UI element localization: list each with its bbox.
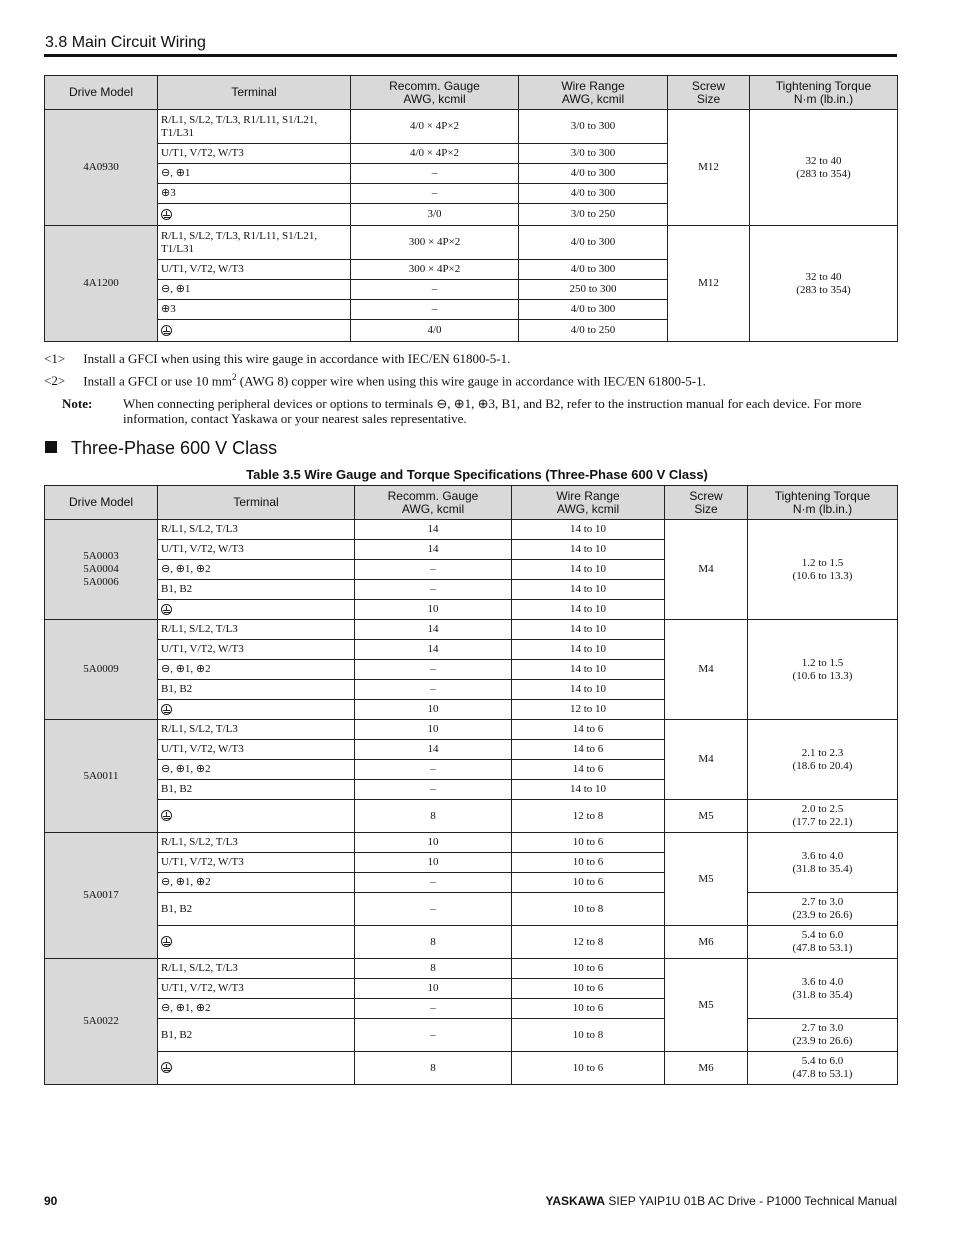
- recomm-gauge-cell: 4/0: [351, 320, 519, 342]
- recomm-gauge-cell: –: [355, 660, 512, 680]
- wire-range-cell: 14 to 10: [512, 780, 665, 800]
- table-row: [45, 893, 898, 926]
- screw-size-cell: M6: [665, 926, 748, 959]
- recomm-gauge-cell: 14: [355, 640, 512, 660]
- terminal-cell: R/L1, S/L2, T/L3: [158, 720, 355, 740]
- torque-line: (10.6 to 13.3): [792, 569, 853, 582]
- terminal-cell: U/T1, V/T2, W/T3: [158, 640, 355, 660]
- recomm-gauge-cell: 300 × 4P×2: [351, 226, 519, 260]
- recomm-gauge-cell: 14: [355, 520, 512, 540]
- heading-text: Three-Phase 600 V Class: [71, 438, 278, 458]
- drive-model: 4A0930: [83, 161, 119, 173]
- screw-size-cell: M5: [665, 833, 748, 926]
- table-row: [45, 833, 898, 853]
- wire-range-cell: 4/0 to 300: [519, 226, 668, 260]
- terminal-cell: B1, B2: [158, 1019, 355, 1052]
- ground-terminal-icon: [161, 810, 172, 821]
- recomm-gauge-cell: 10: [355, 600, 512, 620]
- drive-model-cell: [45, 226, 158, 342]
- ground-terminal-icon: [161, 1062, 172, 1073]
- ground-terminal-icon: [161, 936, 172, 947]
- terminal-cell: U/T1, V/T2, W/T3: [158, 979, 355, 999]
- footnote-1: [44, 351, 510, 367]
- footnote-2-text-b: (AWG 8) copper wire when using this wire gauge in accordance with IEC/EN 61800-5-1.: [236, 373, 706, 389]
- ground-terminal-icon-bar: [165, 1070, 168, 1071]
- terminal-cell: R/L1, S/L2, T/L3, R1/L11, S1/L21, T1/L31: [158, 226, 351, 260]
- torque-line: 1.2 to 1.5: [801, 656, 844, 669]
- wire-range-cell: 14 to 10: [512, 620, 665, 640]
- wire-range-cell: 4/0 to 250: [519, 320, 668, 342]
- torque-line: (31.8 to 35.4): [792, 862, 853, 875]
- recomm-gauge-cell: 8: [355, 959, 512, 979]
- torque-line: (18.6 to 20.4): [792, 759, 853, 772]
- recomm-gauge-cell: –: [355, 893, 512, 926]
- footnote-2-tag: <2>: [44, 373, 66, 389]
- tightening-torque-cell: [748, 520, 898, 620]
- wire-range-cell: 14 to 10: [512, 540, 665, 560]
- recomm-gauge-cell: 8: [355, 1052, 512, 1085]
- wire-range-cell: 14 to 10: [512, 520, 665, 540]
- terminal-cell: ⊕3: [158, 184, 351, 204]
- screw-size-cell: M4: [665, 520, 748, 620]
- torque-line: (47.8 to 53.1): [792, 942, 853, 954]
- drive-model: 5A0011: [83, 769, 119, 782]
- terminal-cell: B1, B2: [158, 580, 355, 600]
- recomm-gauge-cell: –: [355, 580, 512, 600]
- terminal-cell: [158, 1052, 355, 1085]
- tightening-torque-cell: [748, 1019, 898, 1052]
- recomm-gauge-cell: –: [355, 760, 512, 780]
- note-label: Note:: [62, 396, 93, 411]
- torque-line: 5.4 to 6.0: [801, 1055, 844, 1067]
- table-caption: Table 3.5 Wire Gauge and Torque Specifications (Three-Phase 600 V Class): [246, 467, 708, 482]
- wire-range-cell: 10 to 6: [512, 873, 665, 893]
- wire-range-cell: 14 to 10: [512, 560, 665, 580]
- heading-three-phase-600v: [45, 438, 277, 459]
- wire-range-cell: 10 to 6: [512, 853, 665, 873]
- ground-terminal-icon-bar: [165, 333, 168, 334]
- drive-model-cell: [45, 720, 158, 833]
- terminal-cell: [158, 320, 351, 342]
- terminal-cell: [158, 800, 355, 833]
- recomm-gauge-cell: 4/0 × 4P×2: [351, 110, 519, 144]
- terminal-cell: ⊖, ⊕1, ⊕2: [158, 999, 355, 1019]
- drive-model: 4A1200: [83, 277, 119, 289]
- tightening-torque-cell: [748, 800, 898, 833]
- screw-size-cell: M5: [665, 800, 748, 833]
- col-screw-size: Screw Size: [668, 76, 750, 110]
- section-rule: [44, 54, 897, 57]
- recomm-gauge-cell: 10: [355, 720, 512, 740]
- recomm-gauge-cell: 4/0 × 4P×2: [351, 144, 519, 164]
- col-terminal: Terminal: [158, 76, 351, 110]
- ground-terminal-icon: [161, 325, 172, 336]
- col-drive-model: Drive Model: [45, 76, 158, 110]
- torque-line: (283 to 354): [796, 283, 851, 296]
- table-row: [45, 620, 898, 640]
- wire-range-cell: 14 to 6: [512, 760, 665, 780]
- ground-terminal-icon-bar: [165, 712, 168, 713]
- terminal-cell: R/L1, S/L2, T/L3: [158, 520, 355, 540]
- wire-gauge-table-600v: [44, 485, 898, 1085]
- table-row: [45, 226, 898, 260]
- recomm-gauge-cell: 8: [355, 926, 512, 959]
- terminal-cell: R/L1, S/L2, T/L3: [158, 833, 355, 853]
- terminal-cell: R/L1, S/L2, T/L3: [158, 959, 355, 979]
- wire-range-cell: 12 to 8: [512, 800, 665, 833]
- footer-brand: YASKAWA: [545, 1194, 606, 1208]
- terminal-cell: R/L1, S/L2, T/L3, R1/L11, S1/L21, T1/L31: [158, 110, 351, 144]
- footer-manual: SIEP YAIP1U 01B AC Drive - P1000 Technical Manual: [605, 1194, 897, 1208]
- recomm-gauge-cell: 14: [355, 740, 512, 760]
- note-text: When connecting peripheral devices or options to terminals ⊖, ⊕1, ⊕3, B1, and B2, refer to the instruction manual for each device. For more information, contact Yaskawa or your nearest sales representative.: [123, 396, 862, 426]
- drive-model-cell: [45, 110, 158, 226]
- screw-size-cell: M6: [665, 1052, 748, 1085]
- torque-line: 32 to 40: [805, 270, 842, 283]
- screw-size-cell: M12: [668, 110, 750, 226]
- table-row: [45, 720, 898, 740]
- tightening-torque-cell: [748, 893, 898, 926]
- terminal-cell: B1, B2: [158, 893, 355, 926]
- wire-gauge-table-400v: [44, 75, 898, 342]
- tightening-torque-cell: [748, 833, 898, 893]
- ground-terminal-icon-bar: [165, 944, 168, 945]
- terminal-cell: [158, 700, 355, 720]
- wire-range-cell: 3/0 to 250: [519, 204, 668, 226]
- recomm-gauge-cell: 14: [355, 540, 512, 560]
- torque-line: (10.6 to 13.3): [792, 669, 853, 682]
- torque-line: (47.8 to 53.1): [792, 1068, 853, 1080]
- col-recomm-gauge: Recomm. Gauge AWG, kcmil: [355, 486, 512, 520]
- wire-range-cell: 14 to 10: [512, 680, 665, 700]
- recomm-gauge-cell: –: [355, 680, 512, 700]
- tightening-torque-cell: [748, 959, 898, 1019]
- drive-model: 5A0006: [83, 576, 119, 588]
- drive-model: 5A0022: [83, 1015, 119, 1027]
- recomm-gauge-cell: 10: [355, 700, 512, 720]
- drive-model-cell: [45, 520, 158, 620]
- recomm-gauge-cell: 10: [355, 979, 512, 999]
- tightening-torque-cell: [750, 226, 898, 342]
- terminal-cell: U/T1, V/T2, W/T3: [158, 540, 355, 560]
- drive-model: 5A0017: [83, 889, 119, 901]
- footnote-2-text-a: Install a GFCI or use 10 mm: [83, 373, 233, 389]
- table1-header-row: [45, 76, 898, 110]
- torque-line: 2.0 to 2.5: [801, 803, 844, 815]
- torque-line: (283 to 354): [796, 167, 851, 180]
- table-row: [45, 1052, 898, 1085]
- wire-range-cell: 14 to 10: [512, 640, 665, 660]
- wire-range-cell: 14 to 6: [512, 720, 665, 740]
- terminal-cell: [158, 926, 355, 959]
- footnote-1-tag: <1>: [44, 351, 66, 366]
- recomm-gauge-cell: 3/0: [351, 204, 519, 226]
- wire-range-cell: 10 to 6: [512, 833, 665, 853]
- section-title: 3.8 Main Circuit Wiring: [45, 34, 206, 51]
- tightening-torque-cell: [750, 110, 898, 226]
- wire-range-cell: 10 to 6: [512, 979, 665, 999]
- ground-terminal-icon: [161, 704, 172, 715]
- ground-terminal-icon: [161, 604, 172, 615]
- wire-range-cell: 14 to 10: [512, 660, 665, 680]
- terminal-cell: U/T1, V/T2, W/T3: [158, 853, 355, 873]
- wire-range-cell: 12 to 10: [512, 700, 665, 720]
- wire-range-cell: 10 to 8: [512, 1019, 665, 1052]
- wire-range-cell: 14 to 6: [512, 740, 665, 760]
- terminal-cell: ⊖, ⊕1: [158, 280, 351, 300]
- footnote-1-text: Install a GFCI when using this wire gauge in accordance with IEC/EN 61800-5-1.: [83, 351, 511, 366]
- terminal-cell: U/T1, V/T2, W/T3: [158, 144, 351, 164]
- footnote-2-sup: 2: [232, 372, 237, 382]
- table-row: [45, 800, 898, 833]
- recomm-gauge-cell: 8: [355, 800, 512, 833]
- terminal-cell: ⊖, ⊕1, ⊕2: [158, 660, 355, 680]
- col-tightening-torque: Tightening Torque N·m (lb.in.): [748, 486, 898, 520]
- table2-header-row: [45, 486, 898, 520]
- screw-size-cell: M4: [665, 620, 748, 720]
- tightening-torque-cell: [748, 620, 898, 720]
- recomm-gauge-cell: 300 × 4P×2: [351, 260, 519, 280]
- wire-range-cell: 10 to 8: [512, 893, 665, 926]
- torque-line: (31.8 to 35.4): [792, 988, 853, 1001]
- recomm-gauge-cell: –: [355, 1019, 512, 1052]
- torque-line: (23.9 to 26.6): [792, 1035, 853, 1047]
- tightening-torque-cell: [748, 926, 898, 959]
- recomm-gauge-cell: –: [351, 184, 519, 204]
- terminal-cell: ⊖, ⊕1: [158, 164, 351, 184]
- ground-terminal-icon-bar: [165, 612, 168, 613]
- recomm-gauge-cell: –: [351, 300, 519, 320]
- drive-model: 5A0004: [83, 563, 119, 575]
- footnote-2: [44, 372, 706, 389]
- torque-line: 3.6 to 4.0: [801, 975, 844, 988]
- table-row: [45, 1019, 898, 1052]
- torque-line: 32 to 40: [805, 154, 842, 167]
- drive-model-cell: [45, 833, 158, 959]
- col-tightening-torque: Tightening Torque N·m (lb.in.): [750, 76, 898, 110]
- recomm-gauge-cell: –: [355, 873, 512, 893]
- wire-range-cell: 10 to 6: [512, 959, 665, 979]
- screw-size-cell: M4: [665, 720, 748, 800]
- col-wire-range: Wire Range AWG, kcmil: [519, 76, 668, 110]
- drive-model-cell: [45, 959, 158, 1085]
- terminal-cell: [158, 600, 355, 620]
- wire-range-cell: 3/0 to 300: [519, 110, 668, 144]
- recomm-gauge-cell: –: [355, 999, 512, 1019]
- terminal-cell: [158, 204, 351, 226]
- col-wire-range: Wire Range AWG, kcmil: [512, 486, 665, 520]
- wire-range-cell: 10 to 6: [512, 1052, 665, 1085]
- wire-range-cell: 3/0 to 300: [519, 144, 668, 164]
- terminal-cell: ⊖, ⊕1, ⊕2: [158, 560, 355, 580]
- drive-model: 5A0009: [83, 663, 119, 675]
- terminal-cell: ⊕3: [158, 300, 351, 320]
- wire-range-cell: 14 to 10: [512, 600, 665, 620]
- ground-terminal-icon-bar: [165, 818, 168, 819]
- col-screw-size: Screw Size: [665, 486, 748, 520]
- wire-range-cell: 12 to 8: [512, 926, 665, 959]
- wire-range-cell: 4/0 to 300: [519, 164, 668, 184]
- col-recomm-gauge: Recomm. Gauge AWG, kcmil: [351, 76, 519, 110]
- table-row: [45, 959, 898, 979]
- screw-size-cell: M12: [668, 226, 750, 342]
- wire-range-cell: 4/0 to 300: [519, 184, 668, 204]
- wire-range-cell: 4/0 to 300: [519, 300, 668, 320]
- terminal-cell: R/L1, S/L2, T/L3: [158, 620, 355, 640]
- footer-manual-title: [545, 1194, 897, 1208]
- recomm-gauge-cell: 10: [355, 853, 512, 873]
- torque-line: 2.7 to 3.0: [801, 1022, 844, 1034]
- screw-size-cell: M5: [665, 959, 748, 1052]
- wire-range-cell: 14 to 10: [512, 580, 665, 600]
- page-number: 90: [44, 1194, 58, 1208]
- tightening-torque-cell: [748, 1052, 898, 1085]
- torque-line: (17.7 to 22.1): [792, 816, 853, 828]
- table-row: [45, 110, 898, 144]
- wire-range-cell: 10 to 6: [512, 999, 665, 1019]
- recomm-gauge-cell: –: [351, 280, 519, 300]
- recomm-gauge-cell: –: [355, 560, 512, 580]
- terminal-cell: U/T1, V/T2, W/T3: [158, 740, 355, 760]
- recomm-gauge-cell: 10: [355, 833, 512, 853]
- note-block: [62, 396, 892, 426]
- wire-range-cell: 250 to 300: [519, 280, 668, 300]
- torque-line: 3.6 to 4.0: [801, 849, 844, 862]
- tightening-torque-cell: [748, 720, 898, 800]
- torque-line: 1.2 to 1.5: [801, 556, 844, 569]
- recomm-gauge-cell: 14: [355, 620, 512, 640]
- ground-terminal-icon-bar: [165, 217, 168, 218]
- wire-range-cell: 4/0 to 300: [519, 260, 668, 280]
- recomm-gauge-cell: –: [351, 164, 519, 184]
- torque-line: 5.4 to 6.0: [801, 929, 844, 941]
- drive-model-cell: [45, 620, 158, 720]
- ground-terminal-icon: [161, 209, 172, 220]
- col-drive-model: Drive Model: [45, 486, 158, 520]
- recomm-gauge-cell: –: [355, 780, 512, 800]
- terminal-cell: B1, B2: [158, 780, 355, 800]
- col-terminal: Terminal: [158, 486, 355, 520]
- heading-square-icon: [45, 441, 57, 453]
- terminal-cell: U/T1, V/T2, W/T3: [158, 260, 351, 280]
- terminal-cell: ⊖, ⊕1, ⊕2: [158, 760, 355, 780]
- torque-line: 2.1 to 2.3: [801, 746, 844, 759]
- torque-line: 2.7 to 3.0: [801, 896, 844, 908]
- terminal-cell: B1, B2: [158, 680, 355, 700]
- terminal-cell: ⊖, ⊕1, ⊕2: [158, 873, 355, 893]
- table-row: [45, 926, 898, 959]
- drive-model: 5A0003: [83, 550, 119, 562]
- table-row: [45, 520, 898, 540]
- torque-line: (23.9 to 26.6): [792, 909, 853, 921]
